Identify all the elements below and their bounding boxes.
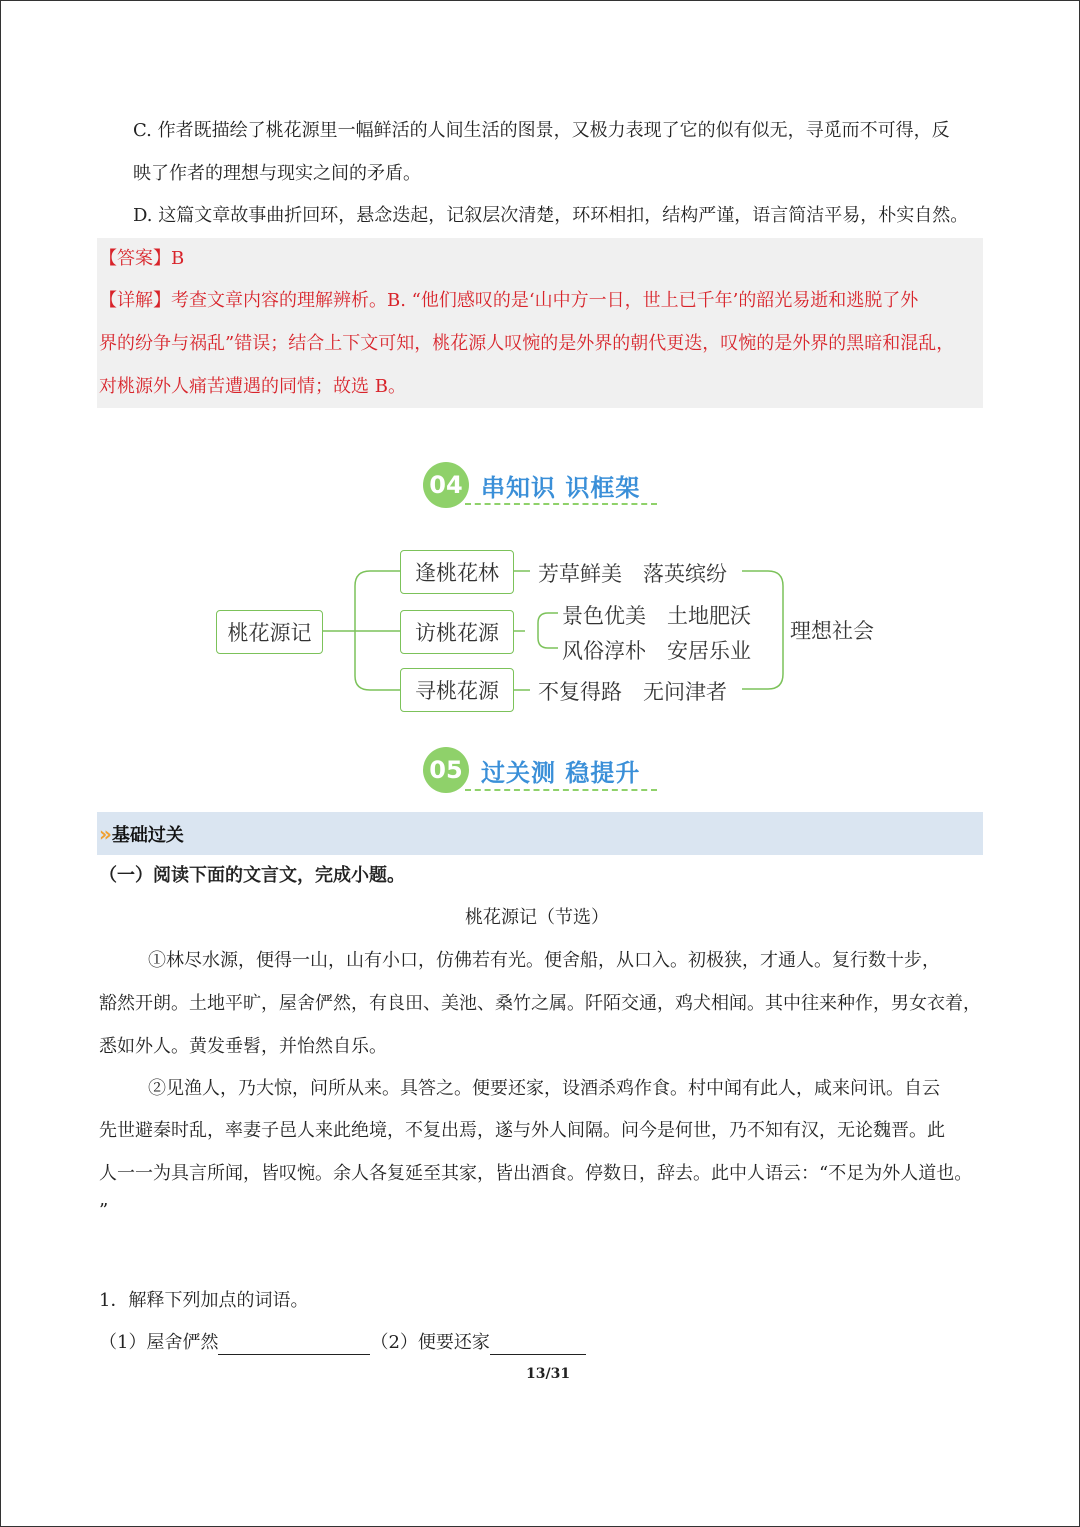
mindmap-branch3-label: 寻桃花源 <box>400 668 514 712</box>
mindmap-root: 桃花源记 <box>216 610 323 654</box>
passage-p2-line2: 先世避秦时乱，率妻子邑人来此绝境，不复出焉，遂与外人间隔。问今是何世，乃不知有汉，无论魏晋。此 <box>99 1120 945 1141</box>
connector-b2-bracket <box>538 613 558 648</box>
task-instruction: （一）阅读下面的文言文，完成小题。 <box>99 865 405 886</box>
section-04-number: 04 <box>423 462 469 508</box>
mindmap-branch2-label: 访桃花源 <box>400 610 514 654</box>
section-04-title: 串知识 识框架 <box>481 473 641 502</box>
passage-p2-line3: 人一一为具言所闻，皆叹惋。余人各复延至其家，皆出酒食。停数日，辞去。此中人语云：“不足为外人道也。 <box>99 1163 973 1184</box>
mindmap-branch2-text-a: 景色优美 土地肥沃 <box>562 604 751 628</box>
section-05-number: 05 <box>423 747 469 793</box>
mindmap-branch2-text-b: 风俗淳朴 安居乐业 <box>562 639 751 663</box>
passage-p1-line2: 豁然开朗。土地平旷，屋舍俨然，有良田、美池、桑竹之属。阡陌交通，鸡犬相闻。其中往来种作，男女衣着， <box>99 993 981 1014</box>
passage-p1-line1: ①林尽水源，便得一山，山有小口，仿佛若有光。便舍船，从口入。初极狭，才通人。复行数十步， <box>148 950 940 971</box>
question-item1: （1）屋舍俨然 <box>99 1332 219 1353</box>
question-item2: （2）便要还家 <box>370 1332 490 1353</box>
connector-right-bracket <box>742 571 783 689</box>
passage-p2-line1: ②见渔人，乃大惊，问所从来。具答之。便要还家，设酒杀鸡作食。村中闻有此人，咸来问讯。自云 <box>148 1078 940 1099</box>
answer-blank-2[interactable] <box>490 1336 586 1355</box>
answer-detail-line1: 【详解】考查文章内容的理解辨析。B. “他们感叹的是‘山中方一日，世上已千年’的韶光易逝和逃脱了外 <box>99 290 919 311</box>
answer-detail-line3: 对桃源外人痛苦遭遇的同情；故选 B。 <box>99 376 406 397</box>
mindmap-conclusion: 理想社会 <box>790 619 874 643</box>
answer-detail-line2: 界的纷争与祸乱”错误；结合上下文可知，桃花源人叹惋的是外界的朝代更迭，叹惋的是外界的黑暗和混乱， <box>99 333 955 354</box>
mindmap-connectors <box>0 0 1080 760</box>
question-stem: 1．解释下列加点的词语。 <box>99 1290 309 1311</box>
question-items <box>99 1331 586 1355</box>
page-number: 13/31 <box>526 1366 571 1382</box>
option-d: D. 这篇文章故事曲折回环，悬念迭起，记叙层次清楚，环环相扣，结构严谨，语言简洁平易，朴实自然。 <box>133 205 969 226</box>
passage-p1-line3: 悉如外人。黄发垂髫，并怡然自乐。 <box>99 1036 387 1057</box>
banner-title: 基础过关 <box>111 824 184 846</box>
section-05-underline <box>465 789 657 791</box>
answer-line: 【答案】B <box>99 248 185 269</box>
mindmap-branch1-text: 芳草鲜美 落英缤纷 <box>538 562 727 586</box>
section-05-heading <box>423 747 640 793</box>
section-05-title: 过关测 稳提升 <box>481 758 641 787</box>
double-chevron-icon: » <box>99 821 112 846</box>
mindmap-branch3-text: 不复得路 无问津者 <box>538 680 727 704</box>
passage-p2-line4: ” <box>99 1200 109 1221</box>
option-c-line1: C. 作者既描绘了桃花源里一幅鲜活的人间生活的图景，又极力表现了它的似有似无，寻觅而不可得，反 <box>133 120 950 141</box>
passage-title: 桃花源记（节选） <box>465 907 609 928</box>
option-c-line2: 映了作者的理想与现实之间的矛盾。 <box>133 163 421 184</box>
basic-level-banner <box>97 812 983 855</box>
mindmap-branch1-label: 逢桃花林 <box>400 550 514 594</box>
answer-blank-1[interactable] <box>218 1336 370 1355</box>
